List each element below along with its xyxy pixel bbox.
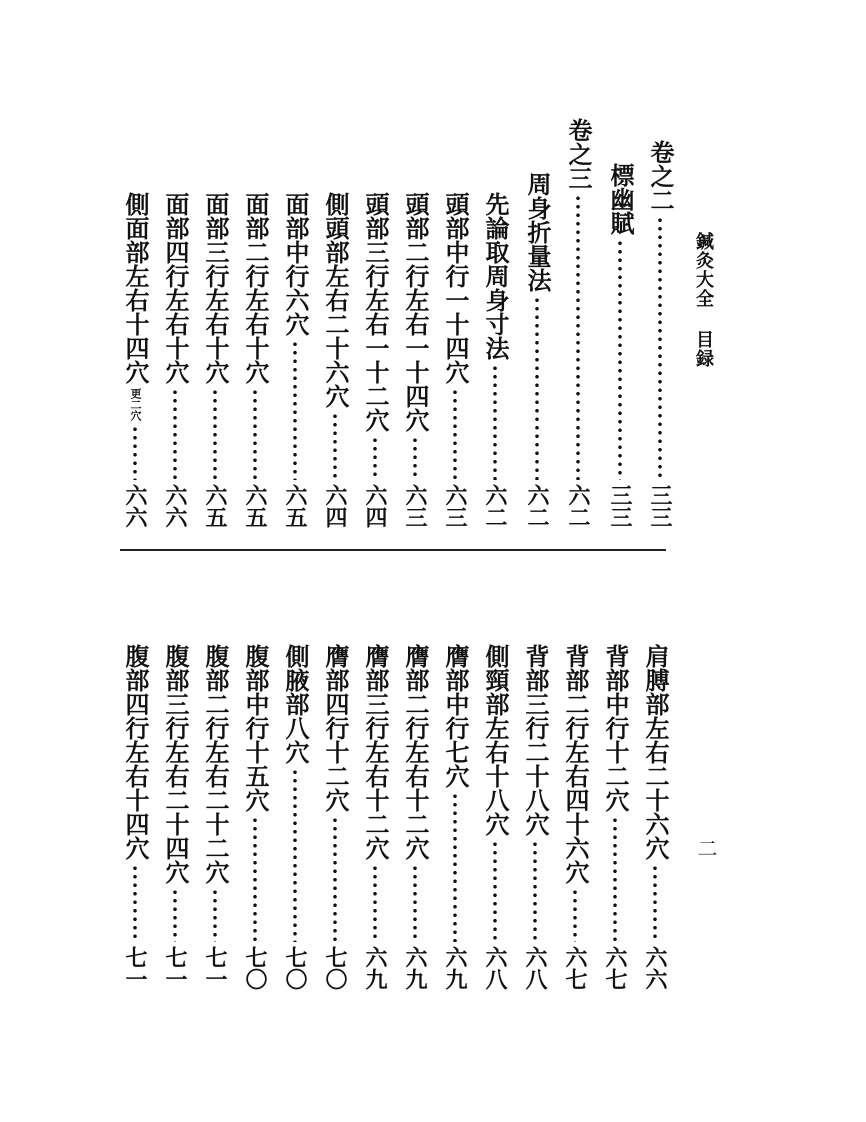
toc-entry <box>361 644 389 990</box>
entry-page-number: 六三 <box>442 484 468 528</box>
toc-entry <box>281 644 309 990</box>
dot-leader <box>612 816 618 942</box>
toc-entry <box>201 192 229 528</box>
dot-leader <box>452 388 458 480</box>
entry-note: 更二穴 <box>129 388 142 421</box>
entry-page-number: 六五 <box>242 484 268 528</box>
entry-title: 背部中行十二穴 <box>601 644 630 812</box>
dot-leader <box>572 888 578 942</box>
dot-leader <box>617 239 623 480</box>
entry-page-number: 六六 <box>122 484 148 528</box>
entry-page-number: 六二 <box>524 484 550 528</box>
toc-entry <box>646 140 674 528</box>
entry-title: 頭部中行一十四穴 <box>441 192 470 384</box>
dot-leader <box>412 436 418 480</box>
toc-entry <box>241 644 269 990</box>
dot-leader <box>172 888 178 942</box>
toc-entry <box>641 644 669 990</box>
entry-page-number: 六二 <box>565 484 591 528</box>
toc-entry <box>121 644 149 990</box>
dot-leader <box>534 296 540 480</box>
toc-entry <box>161 192 189 528</box>
dot-leader <box>652 864 658 942</box>
entry-page-number: 六七 <box>562 946 588 990</box>
dot-leader <box>252 816 258 942</box>
entry-title: 面部四行左右十穴 <box>161 192 190 384</box>
dot-leader <box>575 194 581 480</box>
dot-leader <box>332 816 338 942</box>
dot-leader <box>452 792 458 942</box>
entry-page-number: 六九 <box>402 946 428 990</box>
entry-title: 膺部中行七穴 <box>441 644 470 788</box>
toc-entry <box>241 192 269 528</box>
dot-leader <box>492 840 498 942</box>
entry-title: 背部二行左右四十六穴 <box>561 644 590 884</box>
toc-entry <box>321 644 349 990</box>
book-title: 鍼灸大全 <box>693 232 714 308</box>
dot-leader <box>657 216 663 480</box>
entry-page-number: 六八 <box>482 946 508 990</box>
dot-leader <box>212 888 218 942</box>
entry-page-number: 七〇 <box>282 946 308 990</box>
divider-rule <box>120 549 666 551</box>
entry-page-number: 六四 <box>322 484 348 528</box>
entry-title: 腹部中行十五穴 <box>241 644 270 812</box>
entry-title: 標幽賦 <box>606 163 635 235</box>
dot-leader <box>292 768 298 942</box>
running-header <box>690 232 716 368</box>
entry-page-number: 六五 <box>282 484 308 528</box>
entry-title: 膺部四行十二穴 <box>321 644 350 812</box>
page-number: 二 <box>694 838 718 858</box>
section-title: 目録 <box>693 330 714 368</box>
entry-title: 側腋部八穴 <box>281 644 310 764</box>
entry-title: 腹部二行左右二十二穴 <box>201 644 230 884</box>
toc-entry <box>201 644 229 990</box>
toc-entry <box>401 644 429 990</box>
toc-entry <box>441 192 469 528</box>
entry-page-number: 六六 <box>162 484 188 528</box>
entry-page-number: 七一 <box>202 946 228 990</box>
entry-page-number: 六五 <box>202 484 228 528</box>
entry-page-number: 六二 <box>482 484 508 528</box>
entry-title: 卷之三 <box>564 118 593 190</box>
entry-page-number: 六四 <box>362 484 388 528</box>
entry-title: 側頸部左右十八穴 <box>481 644 510 836</box>
entry-page-number: 三三 <box>607 484 633 528</box>
entry-title: 周身折量法 <box>523 172 552 292</box>
entry-page-number: 六三 <box>402 484 428 528</box>
toc-entry <box>481 192 509 528</box>
entry-title: 側面部左右十四穴 <box>121 192 150 384</box>
toc-entry <box>161 644 189 990</box>
toc-entry <box>401 192 429 528</box>
toc-entry <box>601 644 629 990</box>
entry-title: 背部三行二十八穴 <box>521 644 550 836</box>
dot-leader <box>132 425 138 480</box>
toc-entry <box>564 118 592 528</box>
entry-page-number: 六八 <box>522 946 548 990</box>
entry-title: 先論取周身寸法 <box>481 192 510 360</box>
dot-leader <box>252 388 258 480</box>
entry-title: 頭部三行左右一十二穴 <box>361 192 390 432</box>
entry-title: 膺部二行左右十二穴 <box>401 644 430 860</box>
toc-entry <box>121 192 149 528</box>
entry-page-number: 三三 <box>647 484 673 528</box>
entry-page-number: 七〇 <box>242 946 268 990</box>
dot-leader <box>292 340 298 480</box>
dot-leader <box>172 388 178 480</box>
dot-leader <box>532 840 538 942</box>
entry-title: 腹部三行左右二十四穴 <box>161 644 190 884</box>
dot-leader <box>132 864 138 942</box>
toc-entry <box>361 192 389 528</box>
entry-title: 肩膊部左右二十六穴 <box>641 644 670 860</box>
dot-leader <box>332 412 338 480</box>
entry-title: 面部三行左右十穴 <box>201 192 230 384</box>
dot-leader <box>212 388 218 480</box>
entry-title: 腹部四行左右十四穴 <box>121 644 150 860</box>
toc-entry <box>521 644 549 990</box>
entry-title: 面部二行左右十穴 <box>241 192 270 384</box>
toc-entry <box>281 192 309 528</box>
entry-title: 面部中行六穴 <box>281 192 310 336</box>
dot-leader <box>492 364 498 480</box>
entry-page-number: 六六 <box>642 946 668 990</box>
toc-entry <box>321 192 349 528</box>
entry-page-number: 六七 <box>602 946 628 990</box>
entry-title: 頭部二行左右一十四穴 <box>401 192 430 432</box>
dot-leader <box>372 864 378 942</box>
entry-title: 膺部三行左右十二穴 <box>361 644 390 860</box>
dot-leader <box>412 864 418 942</box>
entry-page-number: 六九 <box>362 946 388 990</box>
entry-page-number: 七一 <box>162 946 188 990</box>
toc-entry <box>523 172 551 528</box>
entry-title: 側頭部左右二十六穴 <box>321 192 350 408</box>
entry-page-number: 七〇 <box>322 946 348 990</box>
toc-entry <box>561 644 589 990</box>
entry-page-number: 六九 <box>442 946 468 990</box>
toc-entry <box>481 644 509 990</box>
entry-title: 卷之二 <box>646 140 675 212</box>
entry-page-number: 七一 <box>122 946 148 990</box>
toc-entry <box>441 644 469 990</box>
dot-leader <box>372 436 378 480</box>
toc-entry <box>606 163 634 528</box>
